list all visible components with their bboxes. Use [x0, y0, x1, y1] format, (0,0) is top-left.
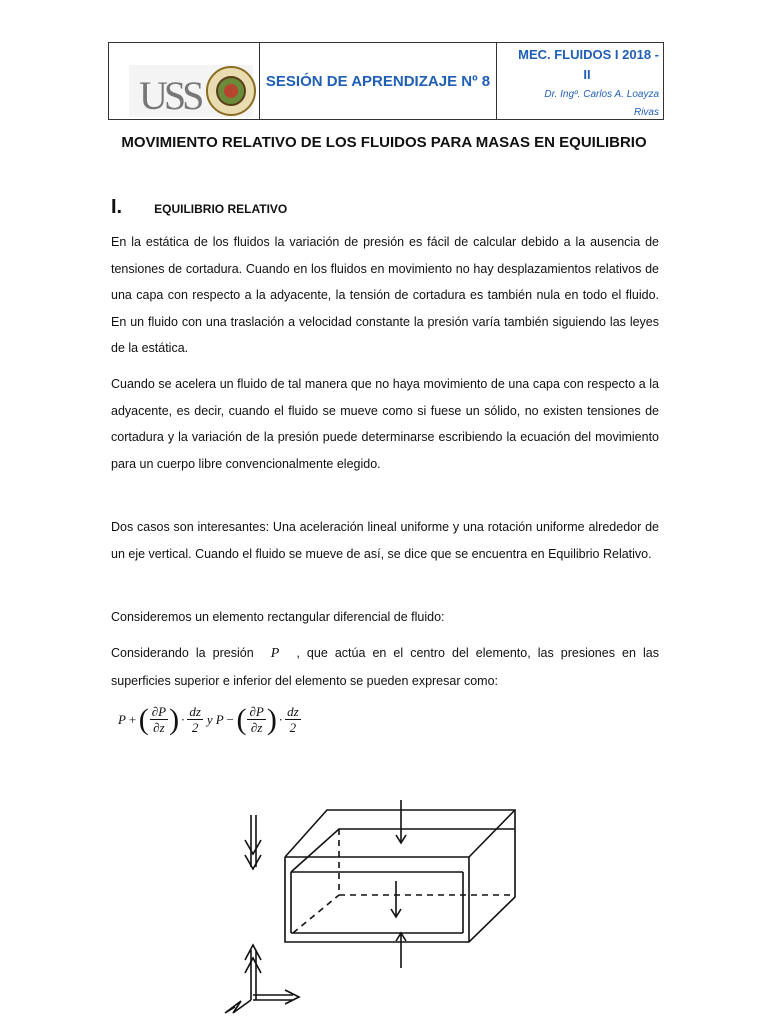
pressure-symbol: P: [270, 646, 280, 661]
formula-partial-2: $\frac{\partial P}{\partial z}$: [249, 704, 264, 735]
uss-logo-text: USS: [139, 73, 201, 118]
course-term: II: [583, 67, 591, 82]
top-pressure-arrow: [396, 800, 406, 843]
formula-partial-1: $\frac{\partial P}{\partial z}$: [151, 704, 167, 735]
bottom-pressure-arrow: [396, 933, 406, 968]
formula-plus: +: [127, 711, 137, 727]
formula-half-dz-1: $\frac{dz}{2}$: [189, 704, 201, 735]
formula-p-2: P: [215, 711, 224, 727]
course-name: MEC. FLUIDOS I 2018 -: [518, 47, 659, 62]
course-info: [497, 43, 663, 119]
author-name: Dr. Ingº. Carlos A. Loayza: [544, 89, 659, 100]
paragraph-5-after: , que actúa en el centro del elemento, las presiones en las superficies superior e inferior del elemento se pueden expresar como:: [111, 646, 659, 688]
section-number: I.: [111, 196, 123, 218]
section-heading: [111, 196, 287, 219]
formula-half-dz-2: $\frac{dz}{2}$: [287, 704, 299, 735]
section-label: EQUILIBRIO RELATIVO: [154, 202, 288, 216]
session-title: SESIÓN DE APRENDIZAJE Nº 8: [260, 43, 497, 119]
author-surname: Rivas: [633, 107, 659, 118]
header-table: [108, 42, 664, 120]
mid-pressure-arrow: [391, 881, 401, 917]
paragraph-4: Consideremos un elemento rectangular diferencial de fluido:: [111, 610, 445, 624]
box-element: [285, 810, 515, 942]
gravity-arrow-icon: [245, 815, 261, 869]
uss-logo: [109, 43, 259, 119]
paragraph-3: Dos casos son interesantes: Una aceleración lineal uniforme y una rotación uniforme alrededor de un eje vertical. Cuando el fluido se mueve de así, se dice que se encuentra en Equilibrio Relativo.: [111, 520, 659, 561]
fluid-element-diagram: [215, 795, 545, 1020]
pressure-formula: P + ( $\frac{\partial P}{\partial z}$ ) · $\frac{dz}{2}$ y P − ( $\frac{\partial P}{\partial z}$ ) · $\frac{dz}{2}$: [118, 702, 299, 736]
formula-minus: −: [225, 711, 235, 727]
document-title: MOVIMIENTO RELATIVO DE LOS FLUIDOS PARA MASAS EN EQUILIBRIO: [121, 134, 647, 151]
formula-p: P: [118, 711, 126, 727]
logo-cell: [109, 43, 260, 119]
paragraph-5: [111, 640, 659, 694]
paragraph-5-before: Considerando la presión: [111, 646, 254, 660]
paragraph-2: Cuando se acelera un fluido de tal manera que no haya movimiento de una capa con respecto a la adyacente, es decir, cuando el fluido se mueve como si fuese un sólido, no existen tensiones de cortadura y la variación de la presión puede determinarse escribiendo la ecuación del movimiento para un cuerpo libre convencionalmente elegido.: [111, 377, 659, 471]
axes-icon: [225, 945, 299, 1013]
formula-y: y: [206, 711, 213, 727]
paragraph-1: En la estática de los fluidos la variación de presión es fácil de calcular debido a la ausencia de tensiones de cortadura. Cuando en los fluidos en movimiento no hay desplazamientos relativos de una capa con respecto a la adyacente, la tensión de cortadura es también nula en todo el fluido. En un fluido con una traslación a velocidad constante la presión varía también siguiendo las leyes de la estática.: [111, 235, 659, 355]
